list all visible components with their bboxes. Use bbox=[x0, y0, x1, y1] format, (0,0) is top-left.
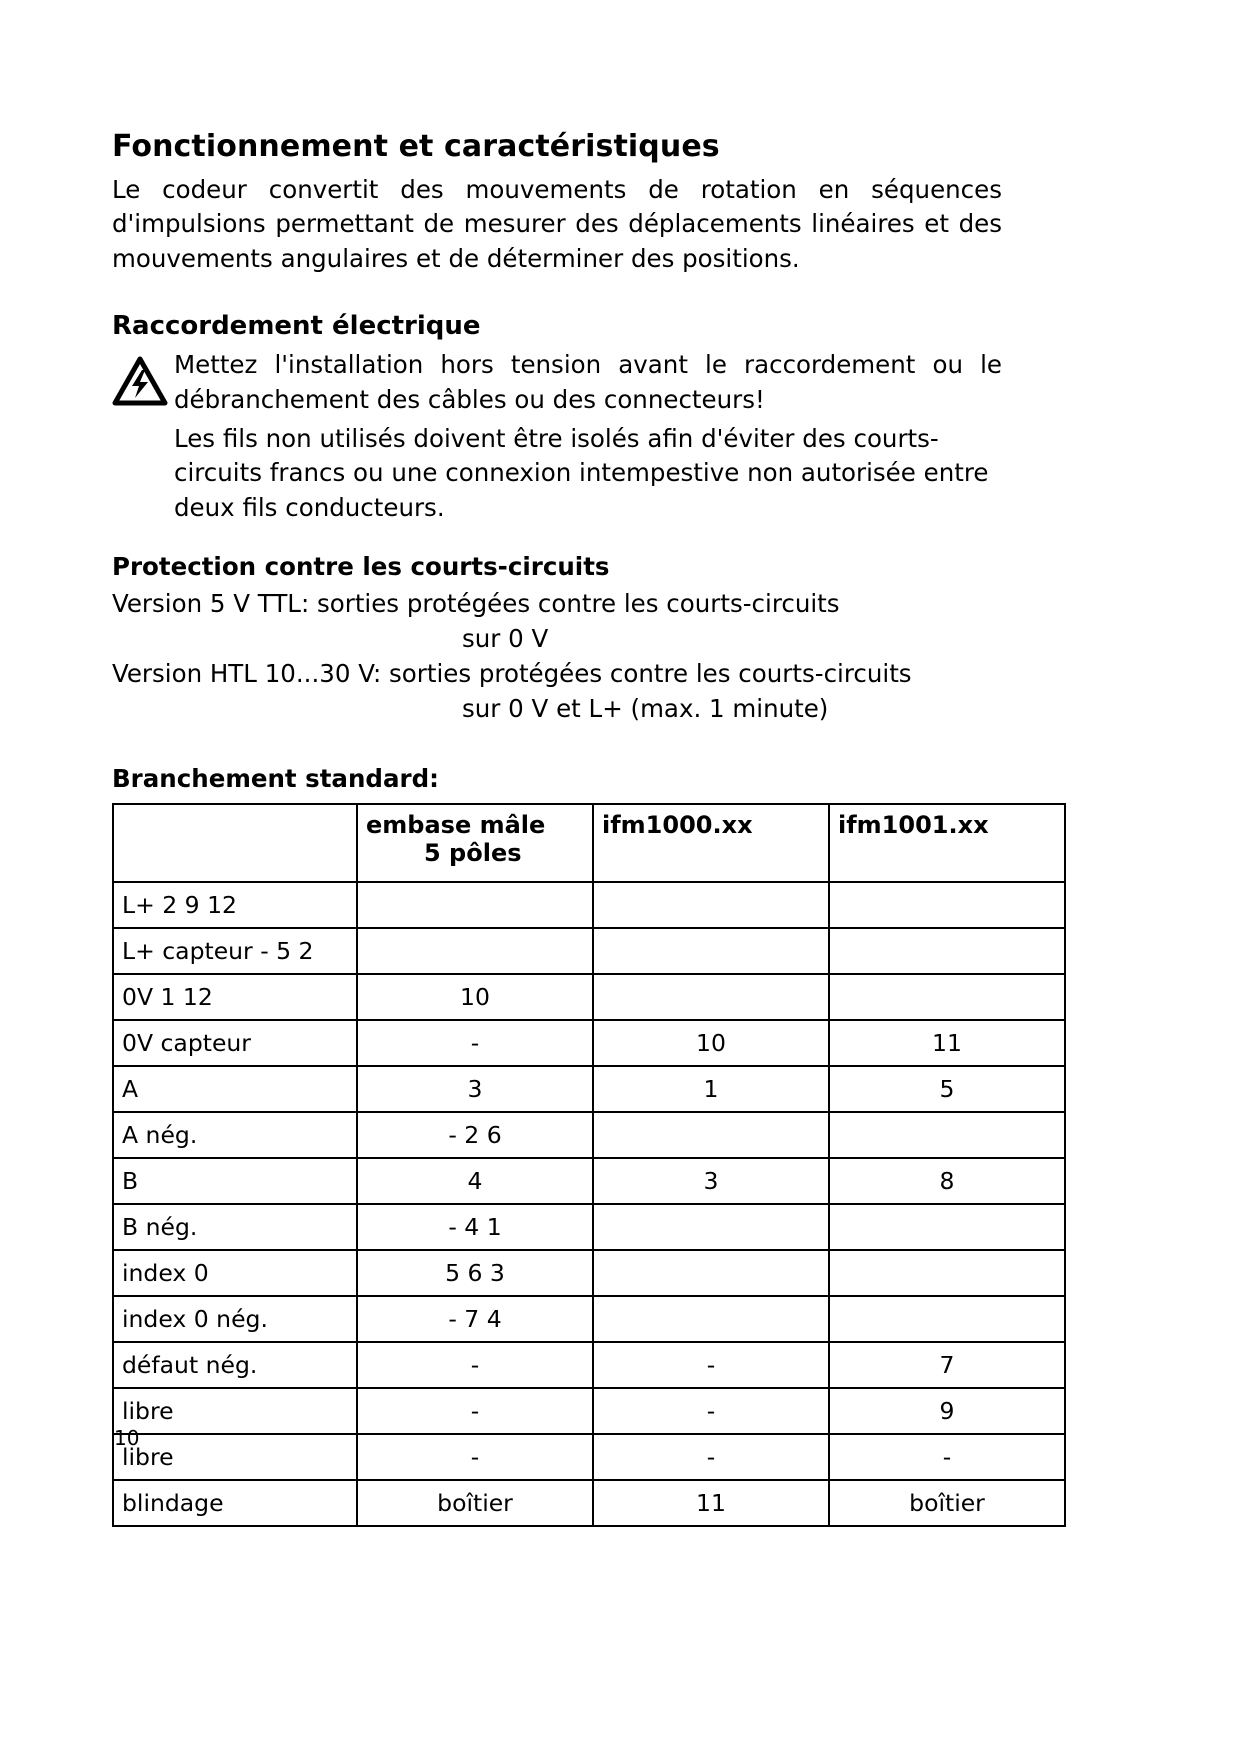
table-row bbox=[113, 1112, 1065, 1158]
row-label: B nég. bbox=[113, 1204, 357, 1250]
row-value-ifm1001 bbox=[829, 882, 1065, 928]
row-value-ifm1001: 11 bbox=[829, 1020, 1065, 1066]
row-value-ifm1000 bbox=[593, 1204, 829, 1250]
row-value-ifm1001 bbox=[829, 974, 1065, 1020]
row-value-ifm1001 bbox=[829, 1112, 1065, 1158]
row-value-ifm1000: 3 bbox=[593, 1158, 829, 1204]
warning-text: Mettez l'installation hors tension avant le raccordement ou le débranchement des câbles ou des connecteurs! bbox=[174, 350, 1002, 414]
spacer bbox=[112, 277, 1002, 311]
row-label: L+ capteur - 5 2 bbox=[113, 928, 357, 974]
table-row bbox=[113, 1250, 1065, 1296]
row-value-ifm1001: boîtier bbox=[829, 1480, 1065, 1526]
table-row bbox=[113, 1066, 1065, 1112]
table-row bbox=[113, 1296, 1065, 1342]
header-connector-line2: 5 pôles bbox=[424, 839, 522, 868]
header-cell-empty bbox=[113, 804, 357, 882]
short-circuit-heading: Protection contre les courts-circuits bbox=[112, 551, 610, 581]
row-value-ifm1000 bbox=[593, 928, 829, 974]
row-value-connector: 3 bbox=[357, 1066, 593, 1112]
row-value-ifm1001: 8 bbox=[829, 1158, 1065, 1204]
row-label: blindage bbox=[113, 1480, 357, 1526]
row-value-connector: 10 bbox=[357, 974, 593, 1020]
table-row bbox=[113, 1020, 1065, 1066]
row-value-ifm1000: - bbox=[593, 1434, 829, 1480]
row-value-ifm1000: - bbox=[593, 1342, 829, 1388]
short-circuit-line-2-indent: sur 0 V et L+ (max. 1 minute) bbox=[462, 693, 829, 723]
row-value-connector: - bbox=[357, 1388, 593, 1434]
functioning-paragraph: Le codeur convertit des mouvements de rotation en séquences d'impulsions permettant de mesurer des déplacements linéaires et des mouvements angulaires et de déterminer des positions. bbox=[112, 174, 1002, 274]
table-row bbox=[113, 1388, 1065, 1434]
table-header-row bbox=[113, 804, 1065, 882]
row-value-ifm1000: 1 bbox=[593, 1066, 829, 1112]
row-value-connector: - 2 6 bbox=[357, 1112, 593, 1158]
header-cell-connector bbox=[357, 804, 593, 882]
row-value-ifm1001: - bbox=[829, 1434, 1065, 1480]
table-row bbox=[113, 1342, 1065, 1388]
spacer bbox=[112, 526, 1002, 552]
row-value-connector bbox=[357, 928, 593, 974]
warning-triangle-electric-icon bbox=[112, 348, 174, 410]
spacer bbox=[112, 726, 1002, 764]
page-content bbox=[112, 130, 1002, 1527]
row-label: 0V capteur bbox=[113, 1020, 357, 1066]
page-title: Fonctionnement et caractéristiques bbox=[112, 129, 720, 164]
table-row bbox=[113, 1204, 1065, 1250]
row-value-connector: 4 bbox=[357, 1158, 593, 1204]
table-row bbox=[113, 974, 1065, 1020]
row-value-connector: 5 6 3 bbox=[357, 1250, 593, 1296]
wiring-table bbox=[112, 803, 1066, 1527]
row-value-connector: - bbox=[357, 1434, 593, 1480]
header-cell-ifm1000: ifm1000.xx bbox=[593, 804, 829, 882]
electrical-connection-heading: Raccordement électrique bbox=[112, 310, 481, 341]
row-value-ifm1001 bbox=[829, 1250, 1065, 1296]
row-value-ifm1000 bbox=[593, 882, 829, 928]
table-row bbox=[113, 1158, 1065, 1204]
warning-body bbox=[174, 348, 1002, 526]
row-value-connector: - bbox=[357, 1342, 593, 1388]
row-value-ifm1000 bbox=[593, 974, 829, 1020]
table-row bbox=[113, 1480, 1065, 1526]
row-value-ifm1000: - bbox=[593, 1388, 829, 1434]
page-number: 10 bbox=[114, 1426, 140, 1450]
unused-wires-note: Les fils non utilisés doivent être isolés afin d'éviter des courts-circuits francs ou une connexion intempestive non autorisée entre deux fils conducteurs. bbox=[174, 423, 989, 523]
row-label: index 0 nég. bbox=[113, 1296, 357, 1342]
short-circuit-line-1-indent: sur 0 V bbox=[462, 624, 549, 654]
header-connector-line1: embase mâle bbox=[366, 811, 546, 840]
row-value-ifm1001: 9 bbox=[829, 1388, 1065, 1434]
row-value-ifm1001 bbox=[829, 1204, 1065, 1250]
row-value-ifm1000 bbox=[593, 1296, 829, 1342]
row-value-ifm1000: 10 bbox=[593, 1020, 829, 1066]
row-label: A bbox=[113, 1066, 357, 1112]
row-value-connector: - 7 4 bbox=[357, 1296, 593, 1342]
row-label: 0V 1 12 bbox=[113, 974, 357, 1020]
row-label: A nég. bbox=[113, 1112, 357, 1158]
row-label: défaut nég. bbox=[113, 1342, 357, 1388]
row-label: libre bbox=[113, 1388, 357, 1434]
row-value-ifm1000: 11 bbox=[593, 1480, 829, 1526]
short-circuit-line-2: Version HTL 10...30 V: sorties protégées contre les courts-circuits bbox=[112, 658, 912, 688]
row-label: B bbox=[113, 1158, 357, 1204]
row-value-connector: - bbox=[357, 1020, 593, 1066]
row-value-connector bbox=[357, 882, 593, 928]
row-label: index 0 bbox=[113, 1250, 357, 1296]
table-row bbox=[113, 928, 1065, 974]
row-value-ifm1000 bbox=[593, 1250, 829, 1296]
short-circuit-line-1: Version 5 V TTL: sorties protégées contre les courts-circuits bbox=[112, 589, 840, 619]
row-value-ifm1001: 7 bbox=[829, 1342, 1065, 1388]
row-label: libre bbox=[113, 1434, 357, 1480]
row-value-ifm1000 bbox=[593, 1112, 829, 1158]
row-value-ifm1001 bbox=[829, 1296, 1065, 1342]
header-cell-ifm1001: ifm1001.xx bbox=[829, 804, 1065, 882]
row-label: L+ 2 9 12 bbox=[113, 882, 357, 928]
row-value-connector: - 4 1 bbox=[357, 1204, 593, 1250]
warning-block bbox=[112, 348, 1002, 526]
row-value-ifm1001 bbox=[829, 928, 1065, 974]
row-value-ifm1001: 5 bbox=[829, 1066, 1065, 1112]
table-row bbox=[113, 882, 1065, 928]
wiring-table-title: Branchement standard: bbox=[112, 764, 439, 794]
row-value-connector: boîtier bbox=[357, 1480, 593, 1526]
table-row bbox=[113, 1434, 1065, 1480]
